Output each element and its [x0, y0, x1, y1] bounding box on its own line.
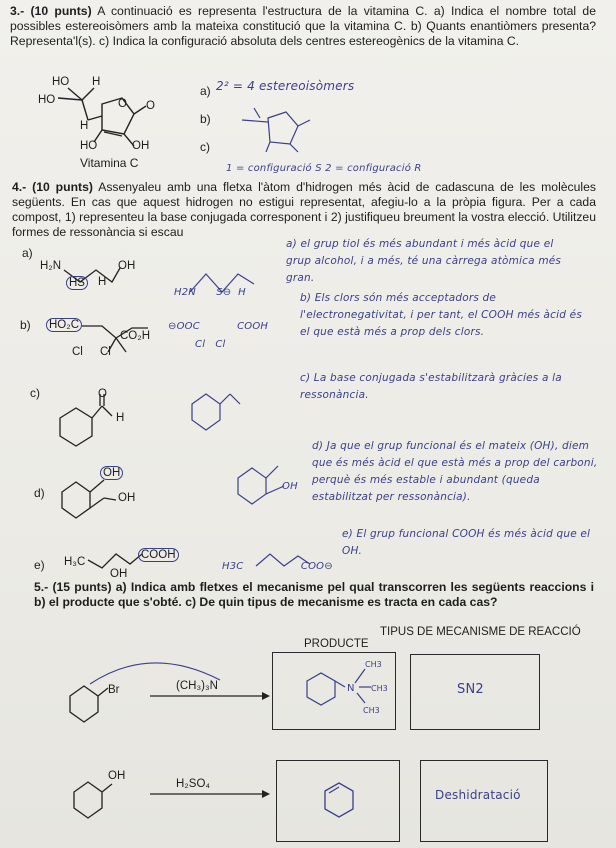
svg-text:CH3: CH3 [371, 684, 388, 693]
q4b-atom-co2h: CO₂H [120, 330, 151, 342]
svg-text:CH3: CH3 [365, 660, 382, 669]
q4d-base-oh: OH [282, 481, 298, 492]
q4-number: 4.- (10 punts) [12, 180, 93, 194]
q3-answer-a: 2² = 4 estereoisòmers [216, 79, 355, 93]
q4a-base-labels: H2N S⊖ H [174, 287, 246, 298]
vitc-atom-ho-top: HO [52, 76, 70, 88]
vitc-atom-h-top: H [92, 76, 101, 88]
reaction1-atom-br: Br [108, 684, 120, 696]
q4d-atom-oh-circled: OH [100, 466, 123, 480]
q4a-atom-h: H [98, 276, 107, 288]
vitc-atom-o-carbonyl: O [146, 100, 155, 112]
vitc-atom-h-mid: H [80, 120, 89, 132]
q4a-atom-h2n: H₂N [40, 260, 62, 272]
q4a-atom-hs: HS [66, 276, 88, 290]
q4-statement [12, 180, 596, 240]
col-header-product: PRODUCTE [304, 638, 369, 650]
q4e-label: e) [34, 558, 45, 572]
q3-answer-c: 1 = configuració S 2 = configuració R [226, 163, 422, 174]
vitc-atom-o-ring: O [118, 98, 127, 110]
col-header-mechanism: TIPUS DE MECANISME DE REACCIÓ [380, 626, 581, 638]
q4a-label: a) [22, 246, 33, 260]
q4c-atom-o: O [98, 388, 107, 400]
vitc-atom-oh-bottom: OH [132, 140, 150, 152]
reaction2-reagent: H₂SO₄ [176, 778, 211, 790]
vitc-atom-ho-bottom: HO [80, 140, 98, 152]
q4d-label: d) [34, 486, 45, 500]
reaction1-mechanism-box [410, 654, 540, 730]
q4c-conjugate-base [182, 378, 272, 438]
reaction2-arrow [150, 790, 270, 800]
q4a-answer: a) el grup tiol és més abundant i més àcid que el grup alcohol, i a més, té una càrrega atòmica més gran. [286, 238, 562, 284]
q3-statement [10, 4, 596, 49]
q4e-atom-oh: OH [110, 568, 128, 580]
q4b-label: b) [20, 318, 31, 332]
q4b-base-drawing: ⊖OOC COOH Cl Cl [168, 321, 269, 350]
q4b-answer: b) Els clors són més acceptadors de l'electronegativitat, i per tant, el COOH més àcid és el que està més a prop dels clors. [300, 292, 582, 338]
svg-text:CH3: CH3 [363, 706, 380, 715]
q4d-atom-oh: OH [118, 492, 136, 504]
q4e-atom-cooh: COOH [138, 548, 179, 562]
q4c-atom-h: H [116, 412, 125, 424]
q4c-label: c) [30, 386, 40, 400]
q3-answer-a-label: a) [200, 84, 211, 98]
q4a-atom-oh: OH [118, 260, 136, 272]
q4c-answer: c) La base conjugada s'estabilitzarà gràcies a la ressonància. [300, 372, 562, 401]
q4e-base-labels: H3C COO⊖ [222, 561, 333, 572]
q4b-atom-ho2c: HO₂C [46, 318, 82, 332]
reaction1-arrow [150, 692, 270, 702]
q5-number: 5.- (15 punts) [34, 580, 112, 594]
reaction1-mechanism: SN2 [457, 682, 484, 697]
reaction1-reagent: (CH₃)₃N [176, 680, 218, 692]
vitc-atom-ho-left: HO [38, 94, 56, 106]
q4b-atom-cl-right: Cl [100, 346, 111, 358]
q3-text: A continuació es representa l'estructura de la vitamina C. a) Indica el nombre total de possibles estereoisòmers amb la mateixa constitució que la vitamina C. b) Quants enantiòmers presenta? Representa'l(s). c) Indica la configuració absoluta dels centres estereogènics de la vitamina C. [10, 4, 596, 48]
q3-answer-b-label: b) [200, 112, 211, 126]
vitamin-c-structure [38, 76, 178, 156]
reaction2-mechanism-box [420, 760, 548, 842]
q4d-answer: d) Ja que el grup funcional és el mateix (OH), diem que és més àcid el que està més a prop del carboni, perquè és més estable i abundant (queda estabilitzat per ressonància). [312, 440, 598, 503]
reaction1-product-drawing [273, 653, 393, 729]
svg-text:N: N [347, 683, 355, 694]
q3-answer-c-label: c) [200, 140, 210, 154]
q3-number: 3.- (10 punts) [10, 4, 92, 18]
enantiomer-drawing [218, 92, 328, 162]
reaction1-product-box [272, 652, 396, 730]
q4e-atom-h3c: H₃C [64, 556, 86, 568]
reaction2-atom-oh: OH [108, 770, 126, 782]
q5-statement [34, 580, 594, 610]
q4e-answer: e) El grup funcional COOH és més àcid que el OH. [342, 528, 591, 557]
reaction2-product-box [276, 760, 400, 842]
vitamin-c-label: Vitamina C [80, 156, 139, 170]
reaction2-reactant [66, 772, 146, 832]
reaction2-mechanism: Deshidratació [435, 788, 521, 802]
q4b-atom-cl-left: Cl [72, 346, 83, 358]
q5-text: a) Indica amb fletxes el mecanisme pel qual transcorren les següents reaccions i b) el producte que s'obté. c) De quin tipus de mecanisme es tracta en cada cas? [34, 580, 595, 609]
q4-text: Assenyaleu amb una fletxa l'àtom d'hidrogen més àcid de cadascuna de les molècules següents. En cas que aquest hidrogen no estigui representat, afegiu-lo a la pròpia figura. Per a cada compost, 1) representeu la base conjugada corresponent i 2) justifiqueu breument la vostra elecció. Utilitzeu formes de ressonància si escau [12, 180, 597, 239]
reaction2-product-drawing [277, 761, 397, 841]
